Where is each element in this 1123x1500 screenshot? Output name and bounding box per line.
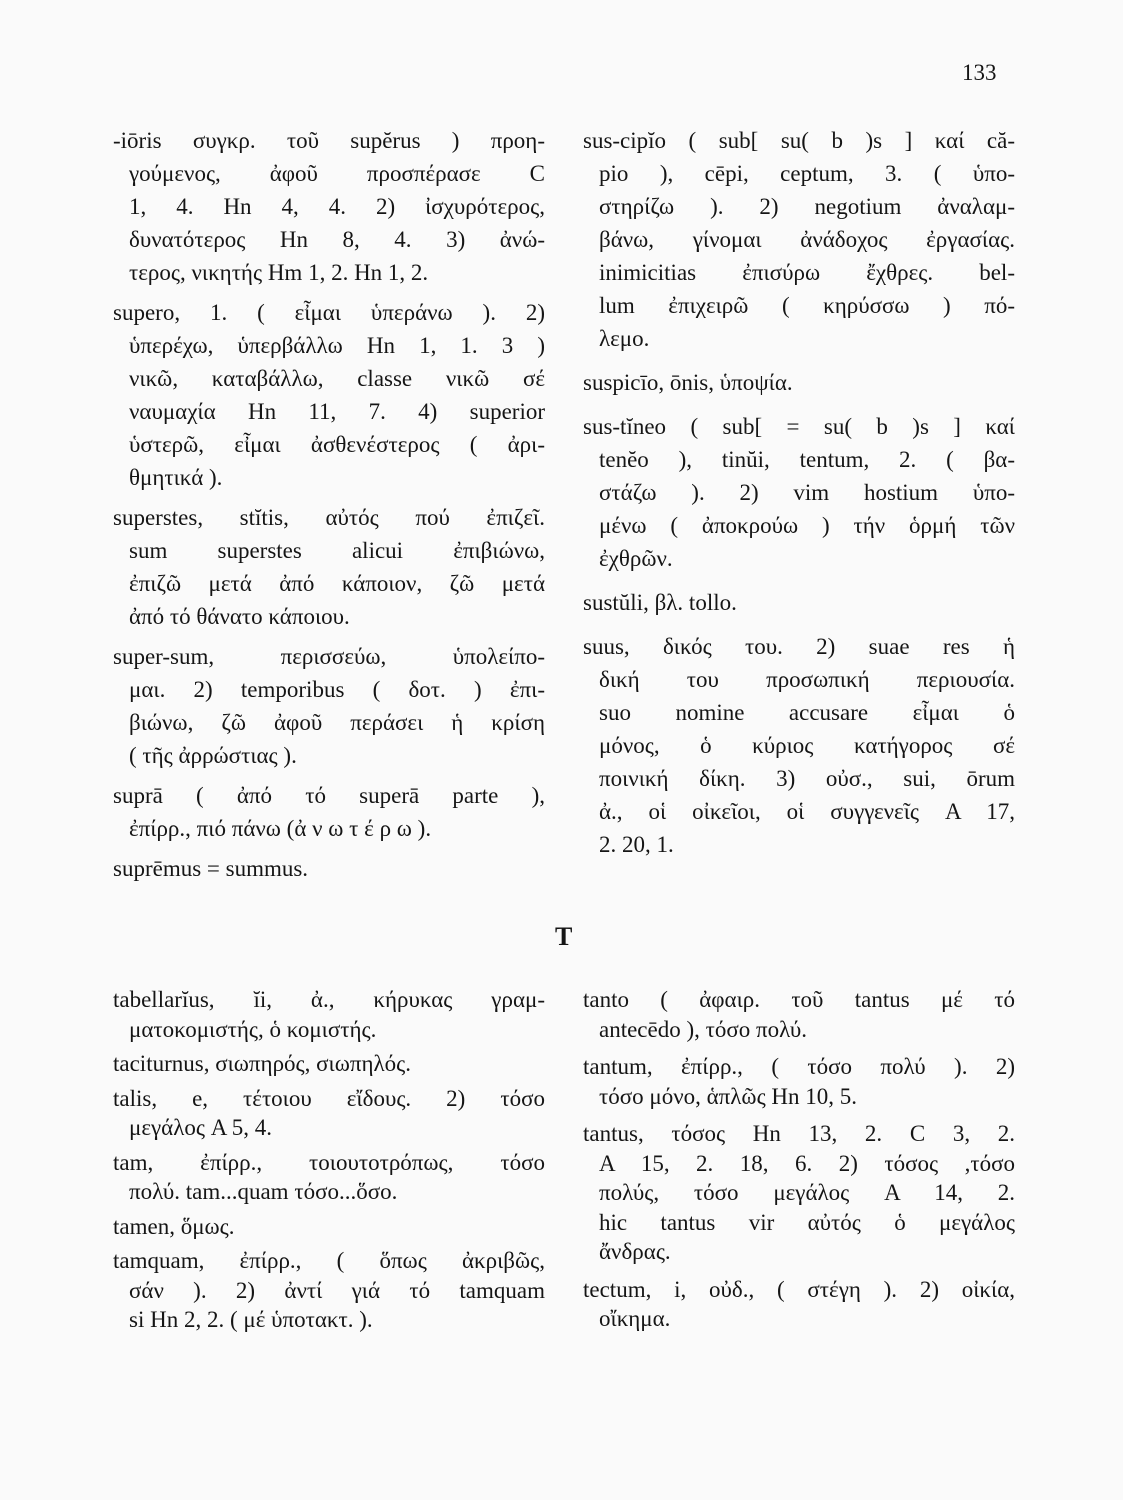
entry-line: ἐχθρῶν.	[599, 546, 673, 571]
entry-line: talis, e, τέτοιου εἴδους. 2) τόσο	[113, 1085, 545, 1111]
entry-line: λεμο.	[599, 326, 650, 351]
entry-line: πολύς, τόσο μεγάλος A 14, 2.	[599, 1180, 1015, 1205]
entry-line: lum ἐπιχειρῶ ( κηρύσσω ) πό-	[599, 293, 1015, 318]
page-number: 133	[962, 60, 997, 85]
entry-line: tabellarĭus, ĭi, ἀ., κήρυκας γραμ-	[113, 987, 545, 1012]
dictionary-entry	[583, 1119, 1015, 1267]
entry-line: antecēdo ), τόσο πολύ.	[599, 1016, 808, 1042]
dictionary-entry	[113, 640, 545, 772]
entry-line: βάνω, γίνομαι ἀνάδοχος ἐργασίας.	[599, 227, 1015, 252]
entry-line: σάν ). 2) ἀντί γιά τό tamquam	[129, 1277, 545, 1303]
entry-line: ἀ., οἱ οἰκεῖοι, οἱ συγγενεῖς A 17,	[599, 799, 1015, 824]
entry-line: tenĕo ), tinŭi, tentum, 2. ( βα-	[599, 447, 1015, 472]
entry-line: tectum, i, οὐδ., ( στέγη ). 2) οἰκία,	[583, 1276, 1015, 1302]
dictionary-entry	[583, 124, 1015, 355]
entry-line: τερος, νικητής Hm 1, 2. Hn 1, 2.	[129, 260, 429, 285]
entry-line: 2. 20, 1.	[599, 832, 674, 857]
dictionary-entry	[583, 1275, 1015, 1334]
entry-line: οἴκημα.	[599, 1306, 671, 1331]
entry-line: si Hn 2, 2. ( μέ ὑποτακτ. ).	[129, 1307, 373, 1332]
entry-line: suus, δικός του. 2) suae res ἡ	[583, 634, 1015, 659]
entry-line: A 15, 2. 18, 6. 2) τόσος ,τόσο	[599, 1150, 1015, 1176]
dictionary-entry	[113, 1148, 545, 1207]
top-right-column	[583, 124, 1015, 861]
entry-line: ποινική δίκη. 3) οὐσ., sui, ōrum	[599, 766, 1015, 791]
entry-line: μεγάλος A 5, 4.	[129, 1115, 273, 1140]
dictionary-entry	[583, 1052, 1015, 1111]
entry-line: ἄνδρας.	[599, 1239, 671, 1264]
entry-line: tantus, τόσος Hn 13, 2. C 3, 2.	[583, 1121, 1015, 1146]
dictionary-entry	[113, 296, 545, 494]
entry-line: ὑστερῶ, εἶμαι ἀσθενέστερος ( ἀρι-	[129, 432, 545, 457]
entry-line: ἐπιζῶ μετά ἀπό κάποιον, ζῶ μετά	[129, 571, 545, 596]
dictionary-entry	[583, 985, 1015, 1044]
bottom-left-column	[113, 985, 545, 1335]
entry-line: θμητικά ).	[129, 465, 223, 490]
dictionary-entry	[113, 852, 545, 885]
entry-line: ἀπό τό θάνατο κάποιου.	[129, 604, 350, 629]
entry-line: taciturnus, σιωπηρός, σιωπηλός.	[113, 1051, 412, 1076]
entry-line: sum superstes alicui ἐπιβιώνω,	[129, 538, 545, 563]
entry-line: suprēmus = summus.	[113, 856, 309, 881]
dictionary-entry	[583, 366, 1015, 399]
entry-line: suo nomine accusare εἶμαι ὁ	[599, 700, 1015, 725]
entry-line: ὑπερέχω, ὑπερβάλλω Hn 1, 1. 3 )	[129, 333, 545, 358]
entry-line: hic tantus vir αὐτός ὁ μεγάλος	[599, 1209, 1015, 1235]
entry-line: inimicitias ἐπισύρω ἔχθρες. bel-	[599, 260, 1015, 285]
entry-line: 1, 4. Hn 4, 4. 2) ἰσχυρότερος,	[129, 194, 545, 219]
entry-line: στηρίζω ). 2) negotium ἀναλαμ-	[599, 194, 1015, 219]
entry-line: suprā ( ἀπό τό superā parte ),	[113, 783, 545, 808]
section-letter-heading: T	[555, 922, 573, 951]
entry-line: sustŭli, βλ. tollo.	[583, 590, 737, 615]
entry-line: ἐπίρρ., πιό πάνω (ἀ ν ω τ έ ρ ω ).	[129, 816, 432, 841]
entry-line: πολύ. tam...quam τόσο...ὅσο.	[129, 1179, 398, 1204]
entry-line: pio ), cēpi, ceptum, 3. ( ὑπο-	[599, 161, 1015, 186]
entry-line: βιώνω, ζῶ ἀφοῦ περάσει ἡ κρίση	[129, 710, 545, 735]
dictionary-entry	[583, 630, 1015, 861]
top-left-column	[113, 124, 545, 885]
dictionary-entry	[113, 124, 545, 289]
entry-line: suspicīo, ōnis, ὑποψία.	[583, 370, 793, 395]
entry-line: super-sum, περισσεύω, ὑπολείπο-	[113, 644, 545, 669]
entry-line: ( τῆς ἀρρώστιας ).	[129, 743, 297, 768]
entry-line: μένω ( ἀποκρούω ) τήν ὁρμή τῶν	[599, 513, 1015, 538]
entry-line: supero, 1. ( εἶμαι ὑπεράνω ). 2)	[113, 300, 545, 325]
entry-line: μαι. 2) temporibus ( δοτ. ) ἐπι-	[129, 677, 545, 702]
entry-line: ναυμαχία Hn 11, 7. 4) superior	[129, 399, 545, 424]
dictionary-entry	[113, 1246, 545, 1335]
bottom-right-column	[583, 985, 1015, 1334]
entry-line: sus-tĭneo ( sub[ = su( b )s ] καί	[583, 414, 1015, 439]
entry-line: tanto ( ἀφαιρ. τοῦ tantus μέ τό	[583, 987, 1015, 1012]
entry-line: δυνατότερος Hn 8, 4. 3) ἀνώ-	[129, 227, 545, 252]
dictionary-entry	[583, 410, 1015, 575]
entry-line: tantum, ἐπίρρ., ( τόσο πολύ ). 2)	[583, 1054, 1015, 1079]
entry-line: tamen, ὅμως.	[113, 1213, 235, 1239]
entry-line: superstes, stĭtis, αὐτός πού ἐπιζεῖ.	[113, 505, 545, 530]
dictionary-entry	[113, 985, 545, 1044]
entry-line: νικῶ, καταβάλλω, classe νικῶ σέ	[129, 366, 545, 391]
entry-line: ματοκομιστής, ὁ κομιστής.	[129, 1016, 377, 1042]
entry-line: στάζω ). 2) vim hostium ὑπο-	[599, 480, 1015, 505]
entry-line: τόσο μόνο, ἁπλῶς Hn 10, 5.	[599, 1083, 858, 1109]
entry-line: sus-cipĭo ( sub[ su( b )s ] καί că-	[583, 128, 1015, 153]
entry-line: tamquam, ἐπίρρ., ( ὅπως ἀκριβῶς,	[113, 1248, 545, 1273]
dictionary-entry	[583, 586, 1015, 619]
dictionary-entry	[113, 1049, 545, 1079]
entry-line: -iōris συγκρ. τοῦ supĕrus ) προη-	[113, 128, 545, 153]
entry-line: δική του προσωπική περιουσία.	[599, 667, 1015, 692]
entry-line: tam, ἐπίρρ., τοιουτοτρόπως, τόσο	[113, 1149, 545, 1175]
dictionary-entry	[113, 1212, 545, 1242]
dictionary-entry	[113, 1084, 545, 1143]
dictionary-entry	[113, 779, 545, 845]
entry-line: γούμενος, ἀφοῦ προσπέρασε C	[129, 161, 545, 186]
dictionary-entry	[113, 501, 545, 633]
entry-line: μόνος, ὁ κύριος κατήγορος σέ	[599, 733, 1015, 758]
